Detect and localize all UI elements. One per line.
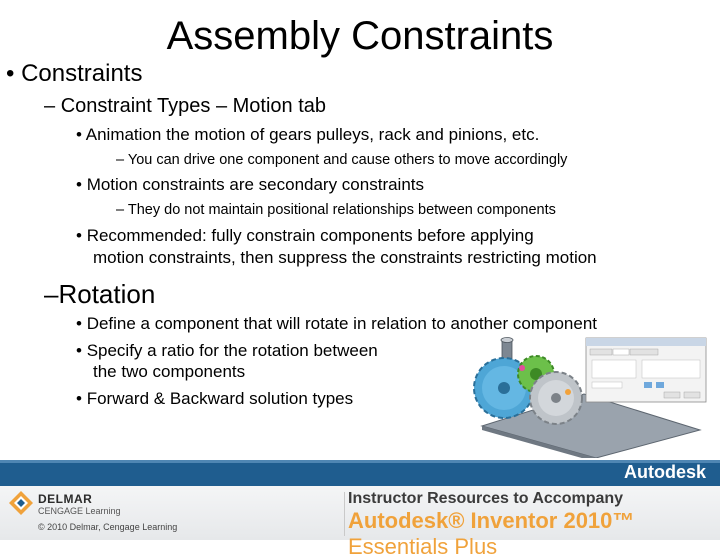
sub-bullet-drive [116,152,567,168]
bullet-forward [76,389,353,409]
bullet-text: They do not maintain positional relationships between components [127,202,556,218]
product-name: Autodesk® Inventor 2010™ [348,508,635,533]
bullet-glyph: • [76,175,82,194]
bullet-text: Rotation [58,279,156,309]
dash-glyph: – [116,202,125,218]
bullet-ratio [76,341,378,361]
bullet-glyph: • [76,226,82,245]
bullet-text: Define a component that will rotate in relation to another component [86,314,597,333]
product-title [348,508,720,560]
gear-assembly-illustration [464,334,712,458]
footer-band [0,460,720,559]
sub-heading-rotation [44,279,155,310]
dash-glyph: – [116,152,125,168]
bullet-glyph: • [76,125,82,144]
bullet-text: Constraints [21,60,143,87]
sub-bullet-positional [116,202,556,218]
bullet-text: Forward & Backward solution types [86,389,354,408]
autodesk-logo-text: Autodesk [623,462,706,482]
cengage-wordmark: CENGAGE Learning [38,506,121,516]
bullet-text: You can drive one component and cause others to move accordingly [127,152,568,168]
delmar-wordmark: DELMAR [38,492,93,506]
place-constraint-dialog-thumbnail [586,338,706,402]
footer-stripe [0,460,720,463]
sub-bullet-constraint-types [44,95,326,118]
slide-title: Assembly Constraints [166,14,554,58]
bullet-glyph: • [76,341,82,360]
bullet-ratio-cont: the two components [93,362,246,381]
dash-glyph: – [44,279,59,309]
bullet-text: Motion constraints are secondary constraints [86,175,425,194]
bullet-text: Recommended: fully constrain components before applying [86,226,534,245]
bullet-text: Constraint Types – Motion tab [60,95,327,117]
bullet-animation [76,125,539,145]
instructor-resources-text: Instructor Resources to Accompany [348,490,624,507]
bullet-constraints [6,60,142,88]
dash-glyph: – [44,95,56,117]
bullet-recommended [76,226,534,246]
footer-publisher-bar [0,486,720,559]
footer-divider [344,492,345,536]
bullet-secondary [76,175,424,195]
delmar-logo-icon [8,490,34,516]
bullet-define [76,314,597,334]
bullet-text: Animation the motion of gears pulleys, rack and pinions, etc. [85,125,540,144]
footer-brand-bar [0,460,720,486]
copyright-text: © 2010 Delmar, Cengage Learning [38,522,178,532]
bullet-text: Specify a ratio for the rotation between [86,341,378,360]
bullet-glyph: • [76,389,82,408]
product-suffix: Essentials Plus [348,534,498,559]
bullet-glyph: • [76,314,82,333]
bullet-glyph: • [6,60,15,87]
bullet-recommended-cont: motion constraints, then suppress the constraints restricting motion [93,248,597,267]
